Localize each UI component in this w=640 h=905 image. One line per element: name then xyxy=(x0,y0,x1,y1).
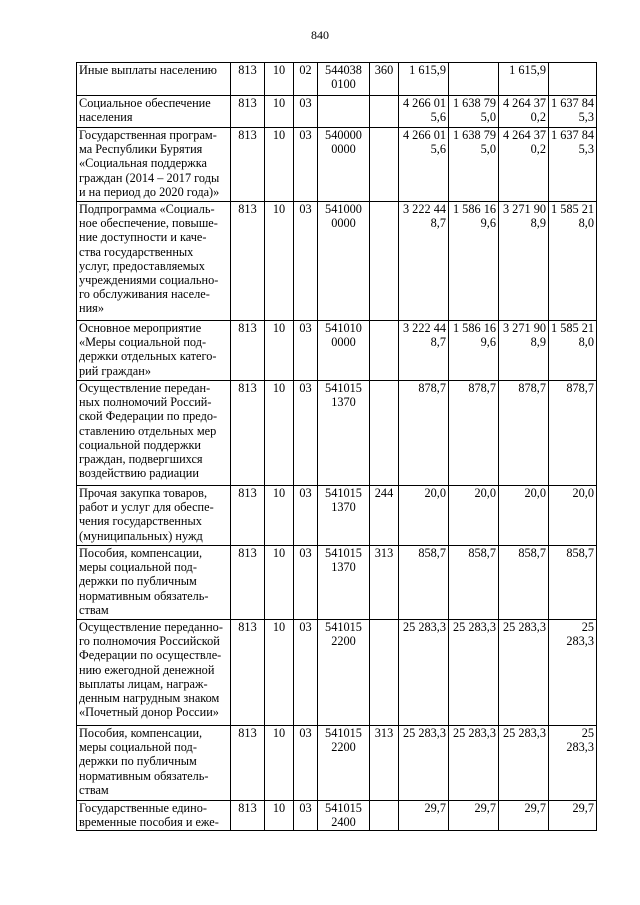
cell-csr: 541010 0000 xyxy=(318,321,370,381)
cell-sum-4: 878,7 xyxy=(549,381,597,486)
cell-sum-2: 878,7 xyxy=(449,381,499,486)
cell-sum-3: 1 615,9 xyxy=(499,63,549,96)
cell-csr: 541015 1370 xyxy=(318,546,370,620)
row-name: Подпрограмма «Социаль- ное обеспечение, повыше- ние доступности и каче- ства государственных услуг, предоставляемых учреждениями социально- го обслуживания населе- ния» xyxy=(77,202,231,321)
cell-csr: 541015 1370 xyxy=(318,381,370,486)
cell-rz: 10 xyxy=(265,381,294,486)
cell-csr: 541015 2200 xyxy=(318,726,370,801)
cell-sum-1: 4 266 01 5,6 xyxy=(399,128,449,202)
cell-gr: 813 xyxy=(231,381,265,486)
page-number: 840 xyxy=(311,28,329,42)
cell-vr xyxy=(370,128,399,202)
cell-sum-3: 4 264 37 0,2 xyxy=(499,128,549,202)
cell-pr: 03 xyxy=(294,486,318,546)
row-name: Пособия, компенсации, меры социальной под- держки по публичным нормативным обязатель- ствам xyxy=(77,546,231,620)
cell-vr: 313 xyxy=(370,546,399,620)
cell-pr: 03 xyxy=(294,202,318,321)
cell-sum-1: 3 222 44 8,7 xyxy=(399,321,449,381)
cell-sum-2: 25 283,3 xyxy=(449,726,499,801)
cell-csr xyxy=(318,96,370,128)
cell-rz: 10 xyxy=(265,801,294,831)
cell-sum-2 xyxy=(449,63,499,96)
cell-sum-3: 3 271 90 8,9 xyxy=(499,321,549,381)
cell-sum-2: 1 586 16 9,6 xyxy=(449,202,499,321)
cell-sum-3: 25 283,3 xyxy=(499,620,549,726)
cell-csr: 541015 2400 xyxy=(318,801,370,831)
cell-gr: 813 xyxy=(231,546,265,620)
table-row xyxy=(77,202,597,321)
row-name: Пособия, компенсации, меры социальной под- держки по публичным нормативным обязатель- ствам xyxy=(77,726,231,801)
cell-pr: 03 xyxy=(294,381,318,486)
cell-sum-4 xyxy=(549,63,597,96)
cell-sum-2: 1 638 79 5,0 xyxy=(449,96,499,128)
cell-sum-4: 1 585 21 8,0 xyxy=(549,321,597,381)
row-name: Осуществление переданно- го полномочия Российской Федерации по осуществле- нию ежегодной денежной выплаты лицам, награж- денным нагрудным знаком «Почетный донор России» xyxy=(77,620,231,726)
table-row xyxy=(77,381,597,486)
cell-pr: 03 xyxy=(294,801,318,831)
cell-vr xyxy=(370,202,399,321)
cell-rz: 10 xyxy=(265,620,294,726)
budget-table xyxy=(76,62,597,831)
cell-gr: 813 xyxy=(231,486,265,546)
table-row xyxy=(77,96,597,128)
row-name: Осуществление передан- ных полномочий Россий- ской Федерации по предо- ставлению отдельных мер социальной поддержки граждан, подвергшихся воздействию радиации xyxy=(77,381,231,486)
cell-gr: 813 xyxy=(231,726,265,801)
cell-csr: 544038 0100 xyxy=(318,63,370,96)
cell-sum-4: 25 283,3 xyxy=(549,726,597,801)
cell-sum-2: 1 638 79 5,0 xyxy=(449,128,499,202)
row-name: Прочая закупка товаров, работ и услуг для обеспе- чения государственных (муниципальных) нужд xyxy=(77,486,231,546)
cell-rz: 10 xyxy=(265,202,294,321)
cell-sum-3: 878,7 xyxy=(499,381,549,486)
cell-gr: 813 xyxy=(231,321,265,381)
cell-pr: 03 xyxy=(294,546,318,620)
cell-sum-1: 20,0 xyxy=(399,486,449,546)
cell-rz: 10 xyxy=(265,486,294,546)
cell-sum-1: 3 222 44 8,7 xyxy=(399,202,449,321)
cell-pr: 03 xyxy=(294,620,318,726)
table-row xyxy=(77,726,597,801)
cell-sum-3: 4 264 37 0,2 xyxy=(499,96,549,128)
cell-sum-1: 25 283,3 xyxy=(399,726,449,801)
cell-gr: 813 xyxy=(231,96,265,128)
cell-sum-3: 3 271 90 8,9 xyxy=(499,202,549,321)
cell-rz: 10 xyxy=(265,128,294,202)
row-name: Иные выплаты населению xyxy=(77,63,231,96)
table-body xyxy=(77,63,597,831)
cell-sum-3: 29,7 xyxy=(499,801,549,831)
cell-csr: 541015 2200 xyxy=(318,620,370,726)
cell-csr: 540000 0000 xyxy=(318,128,370,202)
cell-sum-3: 858,7 xyxy=(499,546,549,620)
row-name: Государственная програм- ма Республики Бурятия «Социальная поддержка граждан (2014 – 2017 годы и на период до 2020 года)» xyxy=(77,128,231,202)
cell-sum-2: 20,0 xyxy=(449,486,499,546)
cell-rz: 10 xyxy=(265,321,294,381)
cell-sum-2: 29,7 xyxy=(449,801,499,831)
cell-sum-1: 25 283,3 xyxy=(399,620,449,726)
cell-gr: 813 xyxy=(231,202,265,321)
cell-pr: 03 xyxy=(294,321,318,381)
cell-sum-1: 1 615,9 xyxy=(399,63,449,96)
row-name: Основное мероприятие «Меры социальной под- держки отдельных катего- рий граждан» xyxy=(77,321,231,381)
cell-sum-2: 1 586 16 9,6 xyxy=(449,321,499,381)
cell-csr: 541000 0000 xyxy=(318,202,370,321)
cell-sum-4: 25 283,3 xyxy=(549,620,597,726)
cell-vr xyxy=(370,96,399,128)
table-row xyxy=(77,128,597,202)
cell-pr: 02 xyxy=(294,63,318,96)
cell-rz: 10 xyxy=(265,96,294,128)
cell-sum-3: 20,0 xyxy=(499,486,549,546)
table-row xyxy=(77,63,597,96)
cell-rz: 10 xyxy=(265,546,294,620)
cell-rz: 10 xyxy=(265,726,294,801)
cell-vr: 244 xyxy=(370,486,399,546)
cell-vr xyxy=(370,801,399,831)
cell-sum-2: 25 283,3 xyxy=(449,620,499,726)
table-row xyxy=(77,546,597,620)
cell-sum-4: 1 637 84 5,3 xyxy=(549,96,597,128)
cell-pr: 03 xyxy=(294,128,318,202)
cell-vr: 313 xyxy=(370,726,399,801)
cell-sum-2: 858,7 xyxy=(449,546,499,620)
table-row xyxy=(77,486,597,546)
cell-csr: 541015 1370 xyxy=(318,486,370,546)
cell-gr: 813 xyxy=(231,63,265,96)
cell-sum-3: 25 283,3 xyxy=(499,726,549,801)
cell-sum-4: 1 637 84 5,3 xyxy=(549,128,597,202)
row-name: Социальное обеспечение населения xyxy=(77,96,231,128)
cell-gr: 813 xyxy=(231,801,265,831)
cell-rz: 10 xyxy=(265,63,294,96)
cell-vr: 360 xyxy=(370,63,399,96)
table-row xyxy=(77,620,597,726)
cell-sum-1: 878,7 xyxy=(399,381,449,486)
cell-pr: 03 xyxy=(294,726,318,801)
cell-sum-4: 29,7 xyxy=(549,801,597,831)
cell-sum-4: 20,0 xyxy=(549,486,597,546)
cell-sum-1: 4 266 01 5,6 xyxy=(399,96,449,128)
cell-sum-1: 858,7 xyxy=(399,546,449,620)
cell-sum-4: 858,7 xyxy=(549,546,597,620)
cell-vr xyxy=(370,620,399,726)
cell-vr xyxy=(370,321,399,381)
table-row xyxy=(77,801,597,831)
cell-sum-1: 29,7 xyxy=(399,801,449,831)
row-name: Государственные едино- временные пособия и еже- xyxy=(77,801,231,831)
cell-sum-4: 1 585 21 8,0 xyxy=(549,202,597,321)
cell-pr: 03 xyxy=(294,96,318,128)
table-row xyxy=(77,321,597,381)
cell-vr xyxy=(370,381,399,486)
cell-gr: 813 xyxy=(231,620,265,726)
cell-gr: 813 xyxy=(231,128,265,202)
